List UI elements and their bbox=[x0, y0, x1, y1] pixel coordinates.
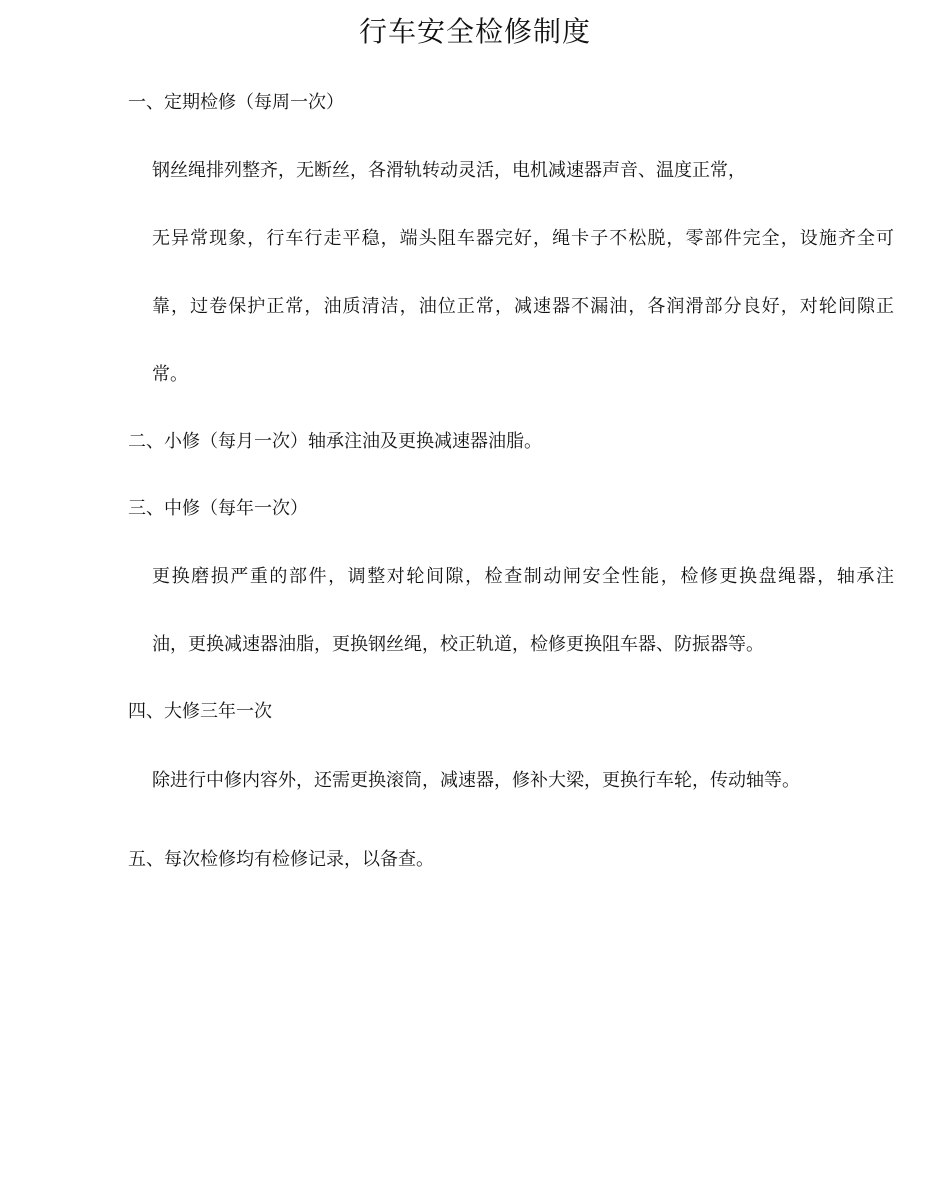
document-title: 行车安全检修制度 bbox=[358, 15, 591, 48]
section-1-line-4: 常。 bbox=[152, 364, 188, 385]
section-1-heading: 一、定期检修（每周一次） bbox=[128, 92, 344, 113]
section-2-heading: 二、小修（每月一次）轴承注油及更换减速器油脂。 bbox=[128, 431, 542, 452]
section-3-line-2: 油，更换减速器油脂，更换钢丝绳，校正轨道，检修更换阻车器、防振器等。 bbox=[152, 634, 764, 655]
section-3-heading: 三、中修（每年一次） bbox=[128, 498, 308, 519]
section-1-line-2: 无异常现象，行车行走平稳，端头阻车器完好，绳卡子不松脱，零部件完全，设施齐全可 bbox=[152, 228, 894, 249]
section-1-line-3: 靠，过卷保护正常，油质清洁，油位正常，减速器不漏油，各润滑部分良好，对轮间隙正 bbox=[152, 296, 894, 317]
section-4-heading: 四、大修三年一次 bbox=[128, 701, 272, 722]
section-1-line-1: 钢丝绳排列整齐，无断丝，各滑轨转动灵活，电机减速器声音、温度正常， bbox=[152, 160, 746, 181]
section-4-line-1: 除进行中修内容外，还需更换滚筒，减速器，修补大梁，更换行车轮，传动轴等。 bbox=[152, 770, 800, 791]
section-5-heading: 五、每次检修均有检修记录，以备查。 bbox=[128, 849, 434, 870]
section-3-line-1: 更换磨损严重的部件，调整对轮间隙，检查制动闸安全性能，检修更换盘绳器，轴承注 bbox=[152, 566, 894, 587]
